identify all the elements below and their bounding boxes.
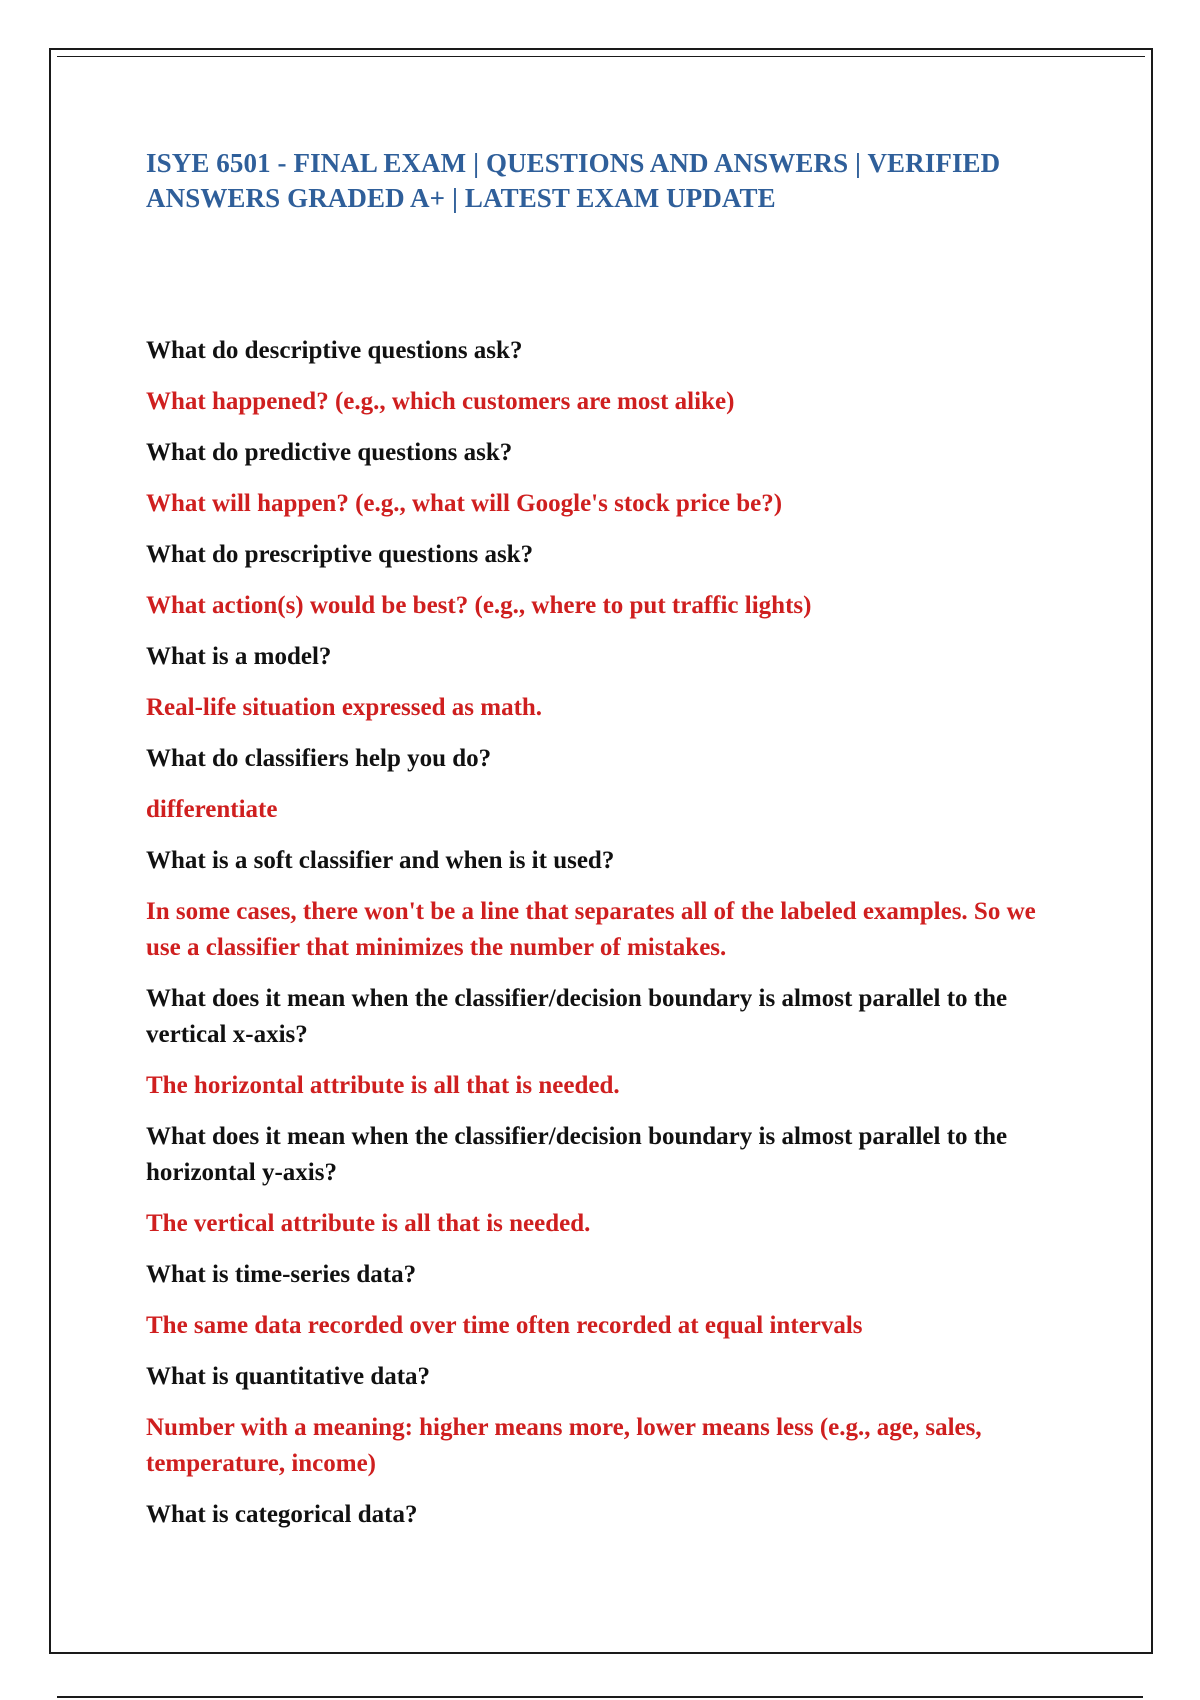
qa-item bbox=[146, 1359, 1066, 1482]
question-text: What is categorical data? bbox=[146, 1501, 418, 1528]
qa-item bbox=[146, 1257, 1066, 1344]
question-text: What does it mean when the classifier/decision boundary is almost parallel to the vertical x-axis? bbox=[146, 985, 1008, 1048]
answer-text: differentiate bbox=[146, 796, 278, 823]
qa-item bbox=[146, 537, 1066, 624]
document-title: ISYE 6501 - FINAL EXAM | QUESTIONS AND ANSWERS | VERIFIED ANSWERS GRADED A+ | LATEST EXAM UPDATE bbox=[146, 148, 1001, 213]
qa-item bbox=[146, 1119, 1066, 1242]
qa-item bbox=[146, 843, 1066, 966]
question-text: What do descriptive questions ask? bbox=[146, 337, 523, 364]
answer-text: The horizontal attribute is all that is needed. bbox=[146, 1072, 620, 1099]
frame-top-rule bbox=[57, 56, 1145, 57]
question-text: What is time-series data? bbox=[146, 1261, 417, 1288]
question-text: What does it mean when the classifier/decision boundary is almost parallel to the horizontal y-axis? bbox=[146, 1123, 1008, 1186]
answer-text: In some cases, there won't be a line that separates all of the labeled examples. So we use a classifier that minimizes the number of mistakes. bbox=[146, 898, 1036, 961]
qa-item bbox=[146, 981, 1066, 1104]
qa-item bbox=[146, 1497, 1066, 1533]
qa-item bbox=[146, 435, 1066, 522]
question-text: What is a soft classifier and when is it used? bbox=[146, 847, 615, 874]
bottom-rule bbox=[57, 1696, 1143, 1698]
answer-text: The vertical attribute is all that is needed. bbox=[146, 1210, 591, 1237]
answer-text: Real-life situation expressed as math. bbox=[146, 694, 543, 721]
answer-text: What will happen? (e.g., what will Google's stock price be?) bbox=[146, 490, 783, 517]
qa-item bbox=[146, 639, 1066, 726]
question-text: What do classifiers help you do? bbox=[146, 745, 492, 772]
qa-list bbox=[146, 333, 1066, 1548]
question-text: What is a model? bbox=[146, 643, 332, 670]
answer-text: What action(s) would be best? (e.g., where to put traffic lights) bbox=[146, 592, 812, 619]
question-text: What do predictive questions ask? bbox=[146, 439, 513, 466]
answer-text: The same data recorded over time often recorded at equal intervals bbox=[146, 1312, 863, 1339]
qa-item bbox=[146, 741, 1066, 828]
question-text: What do prescriptive questions ask? bbox=[146, 541, 534, 568]
answer-text: What happened? (e.g., which customers are most alike) bbox=[146, 388, 735, 415]
qa-item bbox=[146, 333, 1066, 420]
answer-text: Number with a meaning: higher means more, lower means less (e.g., age, sales, temperature, income) bbox=[146, 1414, 982, 1477]
question-text: What is quantitative data? bbox=[146, 1363, 431, 1390]
